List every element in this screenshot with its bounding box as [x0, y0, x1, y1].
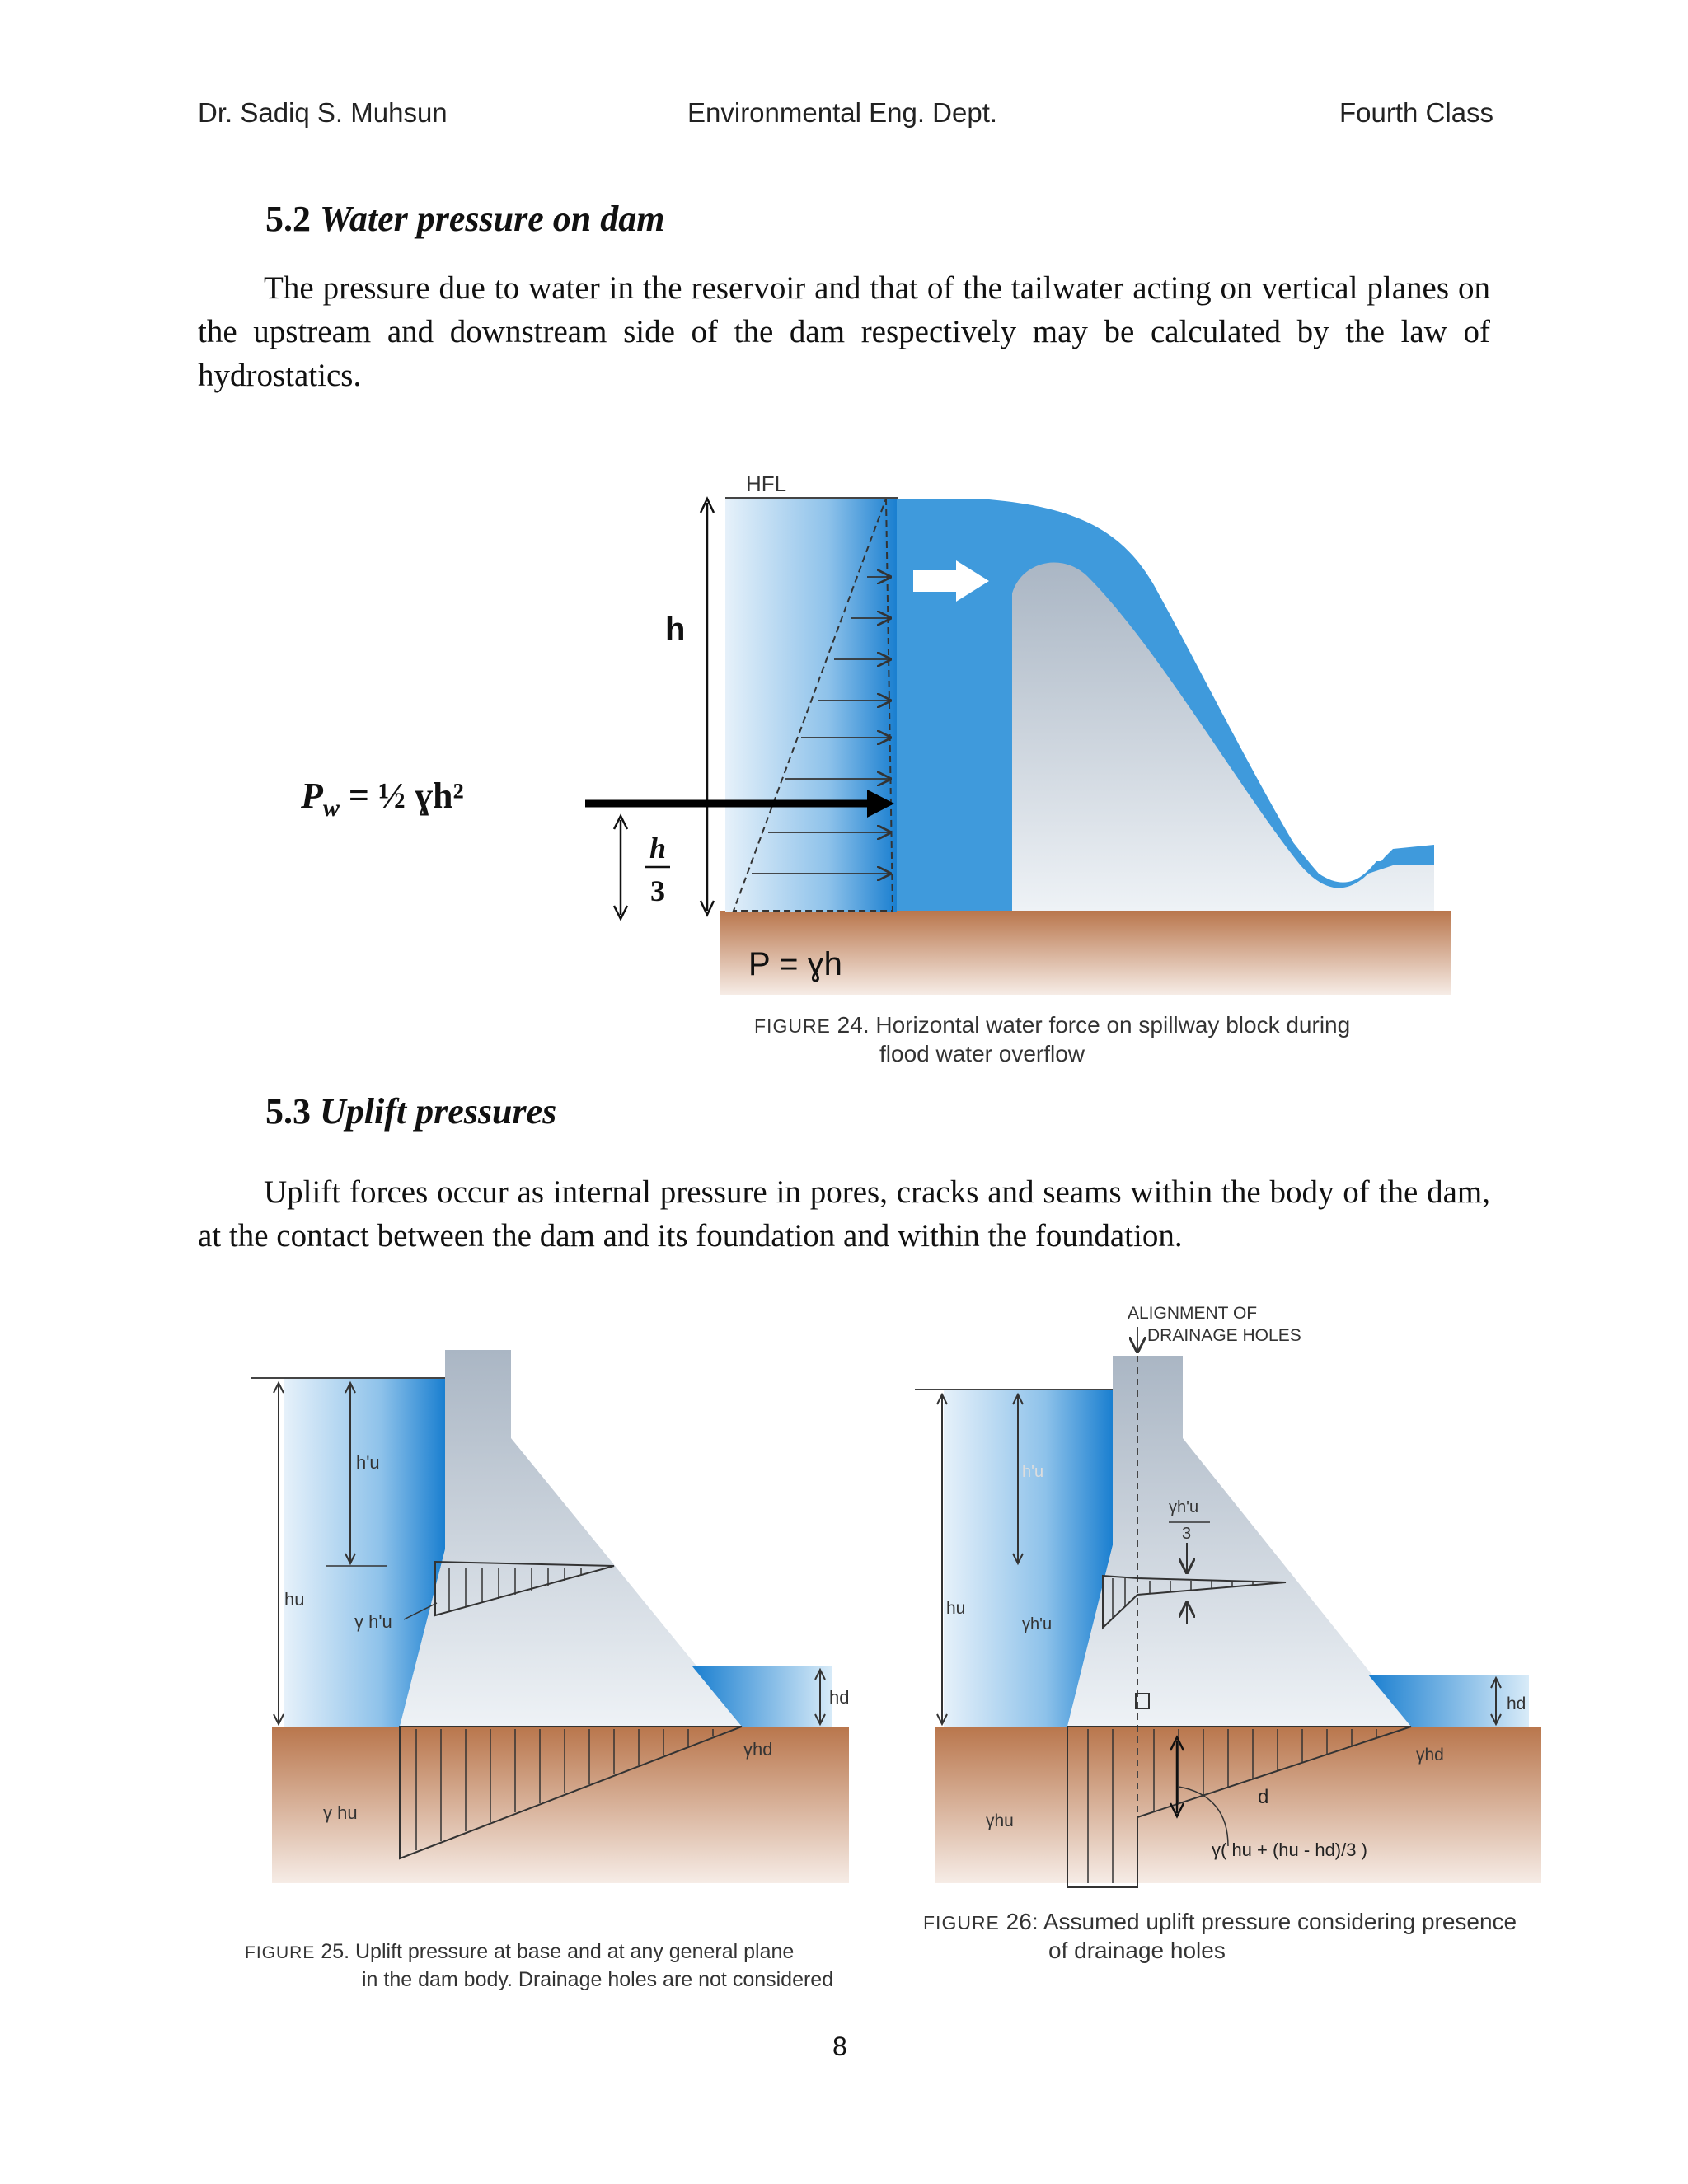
figure-24-caption — [754, 1011, 1350, 1067]
header-author: Dr. Sadiq S. Muhsun — [198, 97, 448, 128]
h-over-3-denominator: 3 — [650, 874, 665, 907]
alignment-line2: DRAINAGE HOLES — [1147, 1326, 1301, 1345]
caption-line2: of drainage holes — [1048, 1938, 1226, 1963]
h-over-3-numerator: h — [649, 832, 667, 865]
fig26-gamma-hu: γhu — [986, 1811, 1014, 1830]
paragraph-text: The pressure due to water in the reservoir and that of the tailwater acting on vertical planes on the upstream and downstream side of the dam respectively may be calculated by the law of hydrostatics. — [198, 270, 1490, 393]
section-5-3-paragraph — [198, 1170, 1490, 1258]
force-formula — [301, 775, 464, 823]
fig26-gamma-third-den: 3 — [1182, 1525, 1192, 1543]
fig26-uplift-formula: γ( hu + (hu - hd)/3 ) — [1212, 1840, 1367, 1860]
figure-26-diagram — [915, 1327, 1541, 1887]
paragraph-text: Uplift forces occur as internal pressure in pores, cracks and seams within the body of the dam, at the contact between the dam and its foundation and within the foundation. — [198, 1174, 1490, 1254]
fig26-alignment-label — [1128, 1302, 1301, 1347]
dam-body — [1067, 1356, 1414, 1727]
formula-subscript: w — [322, 794, 340, 822]
fig26-hu-prime: h'u — [1022, 1463, 1044, 1481]
caption-text: 24. Horizontal water force on spillway block during — [837, 1012, 1351, 1038]
caption-prefix: FIGURE — [754, 1015, 831, 1037]
page-number: 8 — [832, 2032, 847, 2061]
caption-text: 26: Assumed uplift pressure considering presence — [1006, 1909, 1517, 1934]
fig26-hu: hu — [946, 1599, 966, 1618]
header-department: Environmental Eng. Dept. — [687, 97, 998, 128]
caption-line2: in the dam body. Drainage holes are not considered — [362, 1968, 834, 1991]
formula-p: P — [301, 776, 323, 816]
caption-text: 25. Uplift pressure at base and at any general plane — [321, 1940, 795, 1963]
caption-line2: flood water overflow — [879, 1041, 1085, 1066]
section-title: Uplift pressures — [320, 1091, 557, 1132]
reservoir-water — [725, 499, 897, 912]
alignment-line1: ALIGNMENT OF — [1128, 1304, 1258, 1323]
header-class: Fourth Class — [1339, 97, 1494, 128]
figure-25-caption — [245, 1938, 833, 1994]
section-title: Water pressure on dam — [320, 199, 665, 239]
fig26-gamma-hd: γhd — [1416, 1746, 1444, 1765]
section-number: 5.2 — [265, 199, 311, 239]
figure-26-caption — [923, 1908, 1517, 1964]
fig25-gamma-hd: γhd — [743, 1739, 773, 1760]
figure-24-diagram — [585, 498, 1451, 995]
caption-prefix: FIGURE — [923, 1912, 1000, 1933]
fig25-gamma-hu: γ hu — [323, 1802, 358, 1823]
hfl-label: HFL — [746, 471, 787, 496]
section-5-3-heading — [265, 1090, 556, 1132]
dam-body — [400, 1350, 746, 1727]
fig26-gamma-third-num: γh'u — [1169, 1498, 1199, 1516]
fig26-d: d — [1258, 1786, 1269, 1808]
fig25-hu-prime: h'u — [356, 1452, 380, 1473]
fig25-hd: hd — [829, 1687, 850, 1708]
pressure-label: P = ɣh — [748, 946, 842, 982]
fig25-gamma-hu-prime: γ h'u — [354, 1611, 392, 1632]
h-label: h — [665, 612, 686, 648]
fig25-hu: hu — [284, 1589, 305, 1610]
fig26-hd: hd — [1507, 1694, 1526, 1713]
section-number: 5.3 — [265, 1091, 311, 1132]
formula-rhs: = ½ ɣh² — [348, 776, 464, 816]
caption-prefix: FIGURE — [245, 1943, 316, 1962]
fig26-gamma-hu-prime: γh'u — [1022, 1615, 1053, 1633]
